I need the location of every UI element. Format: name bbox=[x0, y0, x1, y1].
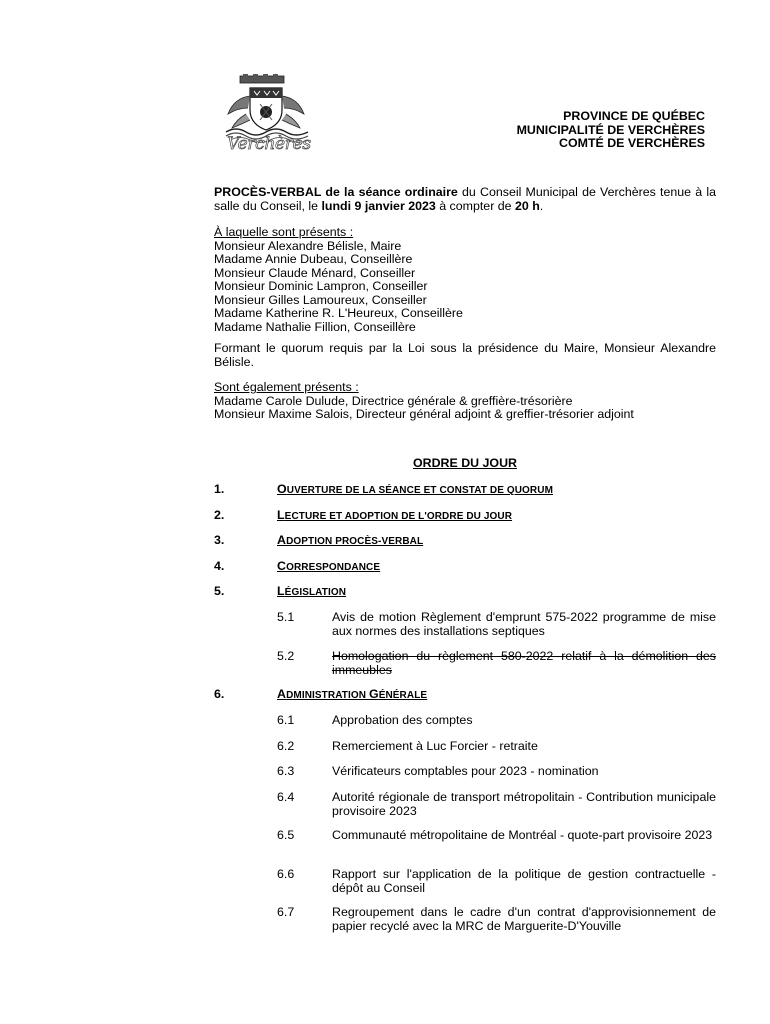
agenda-subitem-number: 6.1 bbox=[277, 713, 295, 727]
member-item: Madame Katherine R. L'Heureux, Conseillère bbox=[214, 306, 463, 320]
agenda-item-heading: ADOPTION PROCÈS-VERBAL bbox=[277, 533, 424, 547]
municipal-coat-of-arms bbox=[220, 74, 316, 164]
meeting-time: 20 h bbox=[514, 198, 540, 213]
intro-text-1: du Conseil Municipal de Verchères tenue à la salle du Conseil, le bbox=[214, 185, 716, 213]
member-item: Monsieur Alexandre Bélisle, Maire bbox=[214, 238, 402, 253]
agenda-subitem-text: Rapport sur l'application de la politique de gestion contractuelle - dépôt au Conseil bbox=[332, 867, 716, 895]
agenda-subitem-number: 6.7 bbox=[277, 905, 295, 919]
agenda-item-heading: LÉGISLATION bbox=[277, 584, 347, 598]
agenda-subitem-number: 6.2 bbox=[277, 739, 295, 753]
agenda-subitem-text: Avis de motion Règlement d'emprunt 575-2022 programme de mise aux normes des installations septiques bbox=[332, 610, 716, 638]
intro-text-3: . bbox=[539, 198, 544, 213]
agenda-subitem-number: 5.1 bbox=[277, 610, 295, 624]
agenda-item-number: 6. bbox=[214, 687, 225, 701]
agenda-item-number: 2. bbox=[214, 508, 225, 522]
agenda-subitem-text: Approbation des comptes bbox=[332, 713, 473, 727]
agenda-subitem-text-struck: Homologation du règlement 580-2022 relatif à la démolition des immeubles bbox=[332, 649, 716, 677]
header-province: PROVINCE DE QUÉBEC bbox=[563, 109, 705, 123]
also-present bbox=[214, 381, 716, 422]
agenda-subitem-number: 6.3 bbox=[277, 764, 295, 778]
agenda-subitem-text: Regroupement dans le cadre d'un contrat d'approvisionnement de papier recyclé avec la MRC de Marguerite-D'Youville bbox=[332, 905, 716, 933]
header-municipality: MUNICIPALITÉ DE VERCHÈRES bbox=[516, 122, 705, 137]
agenda-title: ORDRE DU JOUR bbox=[413, 456, 517, 470]
agenda-item-heading: OUVERTURE DE LA SÉANCE ET CONSTAT DE QUORUM bbox=[277, 482, 553, 496]
staff-item: Madame Carole Dulude, Directrice générale & greffière-trésorière bbox=[214, 393, 573, 408]
agenda-subitem-text: Remerciement à Luc Forcier - retraite bbox=[332, 739, 538, 753]
staff-item: Monsieur Maxime Salois, Directeur général adjoint & greffier-trésorier adjoint bbox=[214, 407, 634, 421]
minutes-intro-paragraph bbox=[214, 186, 716, 213]
agenda-item-heading: LECTURE ET ADOPTION DE L'ORDRE DU JOUR bbox=[277, 508, 513, 522]
agenda-item-number: 4. bbox=[214, 559, 225, 573]
member-item: Monsieur Claude Ménard, Conseiller bbox=[214, 265, 416, 280]
agenda-subitem-text: Autorité régionale de transport métropolitain - Contribution municipale provisoire 2023 bbox=[332, 790, 716, 818]
agenda-item-heading: ADMINISTRATION GÉNÉRALE bbox=[277, 687, 428, 701]
agenda-item-number: 3. bbox=[214, 533, 225, 547]
agenda-subitem-text: Vérificateurs comptables pour 2023 - nomination bbox=[332, 764, 599, 778]
present-heading: À laquelle sont présents : bbox=[214, 225, 354, 239]
member-item: Monsieur Gilles Lamoureux, Conseiller bbox=[214, 292, 427, 307]
member-item: Monsieur Dominic Lampron, Conseiller bbox=[214, 279, 428, 293]
meeting-date: lundi 9 janvier 2023 bbox=[321, 198, 436, 213]
also-present-heading: Sont également présents : bbox=[214, 380, 359, 394]
member-item: Madame Nathalie Fillion, Conseillère bbox=[214, 319, 416, 334]
agenda-subitem-number: 6.4 bbox=[277, 790, 295, 804]
document-header bbox=[440, 110, 705, 151]
header-county: COMTÉ DE VERCHÈRES bbox=[559, 136, 705, 150]
present-members bbox=[214, 226, 716, 334]
quorum-paragraph: Formant le quorum requis par la Loi sous la présidence du Maire, Monsieur Alexandre Bélisle. bbox=[214, 341, 716, 369]
intro-text-2: à compter de bbox=[435, 198, 515, 213]
agenda-subitem-number: 5.2 bbox=[277, 649, 295, 663]
agenda-item-number: 1. bbox=[214, 482, 225, 496]
member-item: Madame Annie Dubeau, Conseillère bbox=[214, 252, 413, 266]
logo-wordmark: Verchères bbox=[227, 134, 311, 154]
agenda-subitem-number: 6.5 bbox=[277, 828, 295, 842]
agenda-item-heading: CORRESPONDANCE bbox=[277, 559, 381, 573]
agenda-item-number: 5. bbox=[214, 584, 225, 598]
minutes-title: PROCÈS-VERBAL de la séance ordinaire bbox=[214, 185, 458, 199]
agenda-subitem-number: 6.6 bbox=[277, 867, 295, 881]
agenda-subitem-text: Communauté métropolitaine de Montréal - quote-part provisoire 2023 bbox=[332, 828, 713, 842]
